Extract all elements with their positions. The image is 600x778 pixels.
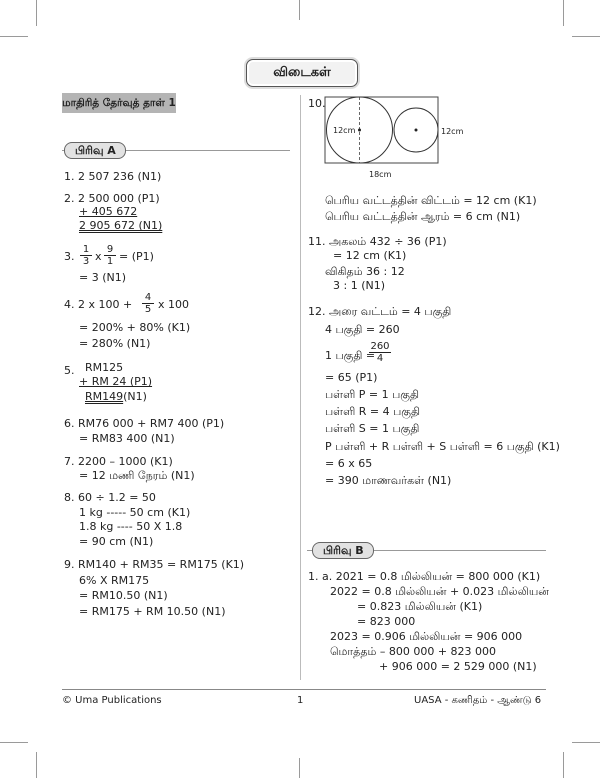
b1-line5: 2023 = 0.906 மில்லியன் = 906 000 bbox=[330, 630, 523, 643]
q12-line9: = 6 x 65 bbox=[325, 457, 373, 470]
paper-label: மாதிரித் தேர்வுத் தாள் 1 bbox=[62, 93, 176, 113]
q12-line2: 4 பகுதி = 260 bbox=[325, 323, 400, 336]
q8-line3: 1.8 kg ---- 50 X 1.8 bbox=[79, 520, 183, 533]
crop-mark bbox=[572, 742, 600, 743]
q6-line1: 6. RM76 000 + RM7 400 (P1) bbox=[64, 417, 225, 430]
b1-line6: மொத்தம் – 800 000 + 823 000 bbox=[330, 645, 497, 658]
q12-line4: = 65 (P1) bbox=[325, 371, 378, 384]
q12-fraction bbox=[369, 341, 391, 364]
q8-line4: = 90 cm (N1) bbox=[79, 535, 154, 548]
q11-line1: 11. அகலம் 432 ÷ 36 (P1) bbox=[308, 235, 447, 248]
q7-line2: = 12 மணி நேரம் (N1) bbox=[79, 469, 195, 482]
footer-page-number: 1 bbox=[297, 695, 304, 706]
q3-times: x bbox=[95, 250, 102, 263]
crop-mark bbox=[299, 0, 300, 20]
q10-left-dimension: 12cm bbox=[333, 126, 356, 135]
crop-mark bbox=[0, 742, 28, 743]
q3-f2-denominator: 1 bbox=[106, 256, 114, 267]
q8-line1: 8. 60 ÷ 1.2 = 50 bbox=[64, 491, 156, 504]
q3-line2: = 3 (N1) bbox=[79, 271, 127, 284]
b1-line7: + 906 000 = 2 529 000 (N1) bbox=[379, 660, 537, 673]
q3-f2-numerator: 9 bbox=[104, 244, 116, 256]
q8-line2: 1 kg ----- 50 cm (K1) bbox=[79, 506, 191, 519]
q3-fraction-1 bbox=[80, 244, 92, 267]
b1-line4: = 823 000 bbox=[357, 615, 416, 628]
q3-number: 3. bbox=[64, 250, 75, 263]
q12-line6: பள்ளி R = 4 பகுதி bbox=[325, 405, 421, 418]
b1-line3: = 0.823 மில்லியன் (K1) bbox=[357, 600, 483, 613]
q10-bottom-dimension: 18cm bbox=[369, 170, 392, 179]
q9-line4: = RM175 + RM 10.50 (N1) bbox=[79, 605, 226, 618]
q9-line2: 6% X RM175 bbox=[79, 574, 150, 587]
q12-line10: = 390 மாணவர்கள் (N1) bbox=[325, 474, 452, 487]
q4-fraction bbox=[142, 292, 154, 315]
q10-line2: பெரிய வட்டத்தின் ஆரம் = 6 cm (N1) bbox=[325, 210, 521, 223]
q3-f1-numerator: 1 bbox=[80, 244, 92, 256]
q12-line3: 1 பகுதி = bbox=[325, 349, 376, 362]
q12-numerator: 260 bbox=[370, 341, 390, 352]
crop-mark bbox=[36, 752, 37, 778]
crop-mark bbox=[563, 0, 564, 26]
q5-line1: RM125 bbox=[85, 361, 124, 374]
q10-right-dimension: 12cm bbox=[441, 127, 464, 136]
q5-line2: + RM 24 (P1) bbox=[79, 375, 153, 388]
q3-f1-denominator: 3 bbox=[82, 256, 90, 267]
q5-mark: (N1) bbox=[123, 390, 147, 403]
q11-line3: விகிதம் 36 : 12 bbox=[325, 265, 405, 278]
q3-equals: = (P1) bbox=[119, 250, 154, 263]
q2-line3: 2 905 672 (N1) bbox=[79, 219, 163, 232]
q12-line8: P பள்ளி + R பள்ளி + S பள்ளி = 6 பகுதி (K1) bbox=[325, 440, 560, 453]
b1-line1: 1. a. 2021 = 0.8 மில்லியன் = 800 000 (K1) bbox=[308, 570, 541, 583]
footer-book-title: UASA - கணிதம் - ஆண்டு 6 bbox=[414, 695, 542, 706]
q9-line1: 9. RM140 + RM35 = RM175 (K1) bbox=[64, 558, 245, 571]
q9-line3: = RM10.50 (N1) bbox=[79, 589, 168, 602]
q12-line1: 12. அரை வட்டம் = 4 பகுதி bbox=[308, 305, 452, 318]
q1-answer: 1. 2 507 236 (N1) bbox=[64, 170, 162, 183]
q12-denominator: 4 bbox=[376, 353, 384, 364]
footer-publisher: © Uma Publications bbox=[62, 695, 162, 706]
column-divider bbox=[300, 95, 301, 680]
q2-line2: + 405 672 bbox=[79, 205, 138, 218]
crop-mark bbox=[299, 758, 300, 778]
q11-line4: 3 : 1 (N1) bbox=[333, 279, 386, 292]
crop-mark bbox=[0, 36, 28, 37]
q3-fraction-2 bbox=[104, 244, 116, 267]
q5-result: RM149 bbox=[85, 390, 124, 403]
q4-line2: = 200% + 80% (K1) bbox=[79, 321, 191, 334]
q10-line1: பெரிய வட்டத்தின் விட்டம் = 12 cm (K1) bbox=[325, 194, 537, 207]
q5-line3 bbox=[85, 390, 147, 404]
q4-line1b: x 100 bbox=[158, 298, 190, 311]
q4-line1: 4. 2 x 100 + bbox=[64, 298, 133, 311]
q5-number: 5. bbox=[64, 364, 75, 377]
crop-mark bbox=[572, 36, 600, 37]
q6-line2: = RM83 400 (N1) bbox=[79, 432, 175, 445]
q10-number: 10. bbox=[308, 97, 326, 110]
q4-numerator: 4 bbox=[142, 292, 154, 304]
section-b-label: பிரிவு B bbox=[312, 542, 374, 559]
crop-mark bbox=[563, 752, 564, 778]
q12-line7: பள்ளி S = 1 பகுதி bbox=[325, 422, 420, 435]
q11-line2: = 12 cm (K1) bbox=[333, 249, 407, 262]
q7-line1: 7. 2200 – 1000 (K1) bbox=[64, 455, 173, 468]
b1-line2: 2022 = 0.8 மில்லியன் + 0.023 மில்லியன் bbox=[330, 585, 549, 598]
q4-line3: = 280% (N1) bbox=[79, 337, 151, 350]
q4-denominator: 5 bbox=[144, 304, 152, 315]
q2-line1: 2. 2 500 000 (P1) bbox=[64, 192, 160, 205]
q12-line5: பள்ளி P = 1 பகுதி bbox=[325, 388, 420, 401]
section-a-label: பிரிவு A bbox=[64, 142, 126, 159]
page-title-box bbox=[246, 59, 358, 87]
footer-rule bbox=[62, 689, 546, 690]
page-title: விடைகள் bbox=[273, 65, 331, 80]
crop-mark bbox=[36, 0, 37, 26]
